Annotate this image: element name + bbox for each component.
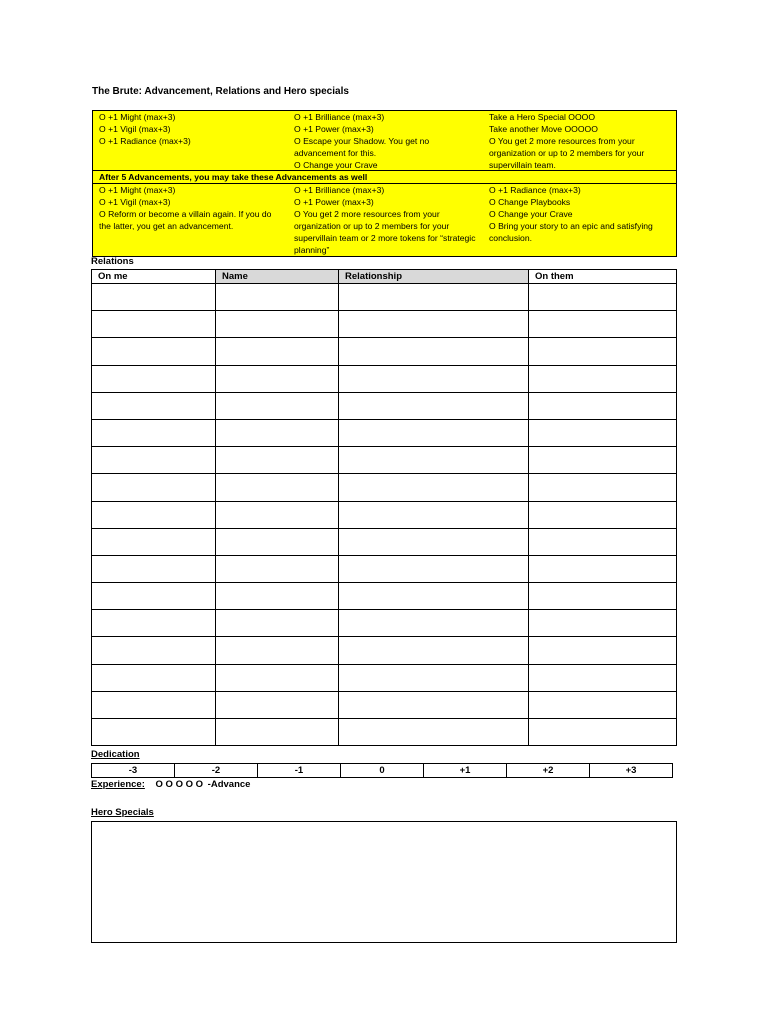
advancement-option[interactable]: O Bring your story to an epic and satisfying conclusion. — [489, 221, 653, 243]
advancement-option[interactable]: O +1 Power (max+3) — [294, 124, 374, 134]
on-them-cell[interactable] — [529, 583, 677, 610]
name-cell[interactable] — [216, 583, 339, 610]
on-me-cell[interactable] — [92, 691, 216, 718]
relations-row — [92, 637, 677, 664]
on-them-cell[interactable] — [529, 555, 677, 582]
advancement-option[interactable]: O Change your Crave — [489, 209, 573, 219]
advancement-col-2 — [288, 184, 483, 256]
advancement-option[interactable]: O +1 Might (max+3) — [99, 185, 176, 195]
relationship-cell[interactable] — [339, 338, 529, 365]
dedication-cell[interactable]: -3 — [92, 764, 175, 778]
on-them-cell[interactable] — [529, 284, 677, 311]
name-cell[interactable] — [216, 284, 339, 311]
advancement-box — [92, 110, 677, 257]
relations-row — [92, 691, 677, 718]
name-cell[interactable] — [216, 365, 339, 392]
on-them-cell[interactable] — [529, 501, 677, 528]
on-them-cell[interactable] — [529, 637, 677, 664]
relations-label: Relations — [91, 256, 134, 267]
relations-row — [92, 664, 677, 691]
advancement-option[interactable]: O +1 Power (max+3) — [294, 197, 374, 207]
name-cell[interactable] — [216, 555, 339, 582]
advancement-option[interactable]: Take another Move OOOOO — [489, 124, 598, 134]
advancement-option[interactable]: O +1 Radiance (max+3) — [489, 185, 581, 195]
relations-table — [91, 269, 677, 746]
advancement-option[interactable]: O You get 2 more resources from your organization or up to 2 members for your supervillain team or 2 more tokens for “strategic planning” — [294, 209, 476, 255]
advancement-option[interactable]: O +1 Might (max+3) — [99, 112, 176, 122]
dedication-cell[interactable]: +3 — [590, 764, 673, 778]
relations-body — [92, 284, 677, 746]
experience-label: Experience: — [91, 779, 145, 790]
on-me-cell[interactable] — [92, 419, 216, 446]
name-cell[interactable] — [216, 419, 339, 446]
relationship-cell[interactable] — [339, 528, 529, 555]
advancement-col-3 — [483, 184, 676, 256]
on-them-cell[interactable] — [529, 528, 677, 555]
relations-row — [92, 365, 677, 392]
dedication-track — [91, 763, 673, 778]
advancement-option[interactable]: O +1 Radiance (max+3) — [99, 136, 191, 146]
name-cell[interactable] — [216, 338, 339, 365]
relationship-cell[interactable] — [339, 583, 529, 610]
header-name: Name — [216, 270, 339, 284]
advancement-col-2 — [288, 111, 483, 170]
on-me-cell[interactable] — [92, 284, 216, 311]
name-cell[interactable] — [216, 311, 339, 338]
dedication-row — [92, 764, 673, 778]
on-me-cell[interactable] — [92, 610, 216, 637]
relationship-cell[interactable] — [339, 365, 529, 392]
on-me-cell[interactable] — [92, 555, 216, 582]
relationship-cell[interactable] — [339, 719, 529, 746]
dedication-cell[interactable]: -1 — [258, 764, 341, 778]
name-cell[interactable] — [216, 610, 339, 637]
on-them-cell[interactable] — [529, 338, 677, 365]
relations-row — [92, 447, 677, 474]
relations-row — [92, 474, 677, 501]
relations-row — [92, 719, 677, 746]
relationship-cell[interactable] — [339, 637, 529, 664]
dedication-cell[interactable]: +2 — [507, 764, 590, 778]
on-me-cell[interactable] — [92, 338, 216, 365]
name-cell[interactable] — [216, 637, 339, 664]
name-cell[interactable] — [216, 392, 339, 419]
on-me-cell[interactable] — [92, 664, 216, 691]
on-me-cell[interactable] — [92, 583, 216, 610]
relations-header-row — [92, 270, 677, 284]
dedication-label: Dedication — [91, 749, 140, 760]
advancement-option[interactable]: O Change Playbooks — [489, 197, 571, 207]
on-them-cell[interactable] — [529, 365, 677, 392]
relationship-cell[interactable] — [339, 311, 529, 338]
relations-row — [92, 392, 677, 419]
advancement-option[interactable]: Take a Hero Special OOOO — [489, 112, 596, 122]
header-on-them: On them — [529, 270, 677, 284]
relations-row — [92, 311, 677, 338]
name-cell[interactable] — [216, 474, 339, 501]
on-them-cell[interactable] — [529, 447, 677, 474]
relationship-cell[interactable] — [339, 664, 529, 691]
relations-row — [92, 338, 677, 365]
relationship-cell[interactable] — [339, 392, 529, 419]
on-them-cell[interactable] — [529, 474, 677, 501]
relations-row — [92, 284, 677, 311]
name-cell[interactable] — [216, 447, 339, 474]
relationship-cell[interactable] — [339, 501, 529, 528]
relations-row — [92, 528, 677, 555]
relations-row — [92, 501, 677, 528]
on-them-cell[interactable] — [529, 610, 677, 637]
on-them-cell[interactable] — [529, 419, 677, 446]
advancement-col-1 — [93, 184, 288, 256]
on-them-cell[interactable] — [529, 664, 677, 691]
dedication-cell[interactable]: -2 — [175, 764, 258, 778]
hero-specials-label: Hero Specials — [91, 807, 154, 818]
on-me-cell[interactable] — [92, 637, 216, 664]
relationship-cell[interactable] — [339, 284, 529, 311]
advancement-option[interactable]: O Escape your Shadow. You get no advancement for this. — [294, 136, 430, 158]
header-relationship: Relationship — [339, 270, 529, 284]
experience-marks[interactable]: O O O O O — [155, 779, 204, 790]
name-cell[interactable] — [216, 719, 339, 746]
relationship-cell[interactable] — [339, 691, 529, 718]
advanced-advancements-heading: After 5 Advancements, you may take these Advancements as well — [93, 170, 676, 184]
name-cell[interactable] — [216, 664, 339, 691]
hero-specials-box[interactable] — [91, 821, 677, 943]
on-me-cell[interactable] — [92, 311, 216, 338]
advancement-option[interactable]: O +1 Vigil (max+3) — [99, 124, 171, 134]
advancement-option[interactable]: O Change your Crave — [294, 160, 378, 170]
on-them-cell[interactable] — [529, 392, 677, 419]
advancement-col-1 — [93, 111, 288, 170]
relations-row — [92, 555, 677, 582]
relationship-cell[interactable] — [339, 610, 529, 637]
name-cell[interactable] — [216, 501, 339, 528]
on-them-cell[interactable] — [529, 691, 677, 718]
advancement-col-3 — [483, 111, 676, 170]
relations-row — [92, 419, 677, 446]
relationship-cell[interactable] — [339, 447, 529, 474]
relations-row — [92, 610, 677, 637]
relationship-cell[interactable] — [339, 474, 529, 501]
on-me-cell[interactable] — [92, 501, 216, 528]
advancement-option[interactable]: O +1 Brilliance (max+3) — [294, 112, 385, 122]
advancement-option[interactable]: O Reform or become a villain again. If you do the latter, you get an advancement. — [99, 209, 272, 231]
dedication-cell[interactable]: +1 — [424, 764, 507, 778]
on-me-cell[interactable] — [92, 719, 216, 746]
relationship-cell[interactable] — [339, 555, 529, 582]
header-on-me: On me — [92, 270, 216, 284]
name-cell[interactable] — [216, 528, 339, 555]
on-me-cell[interactable] — [92, 447, 216, 474]
on-me-cell[interactable] — [92, 474, 216, 501]
on-me-cell[interactable] — [92, 528, 216, 555]
on-them-cell[interactable] — [529, 719, 677, 746]
dedication-cell[interactable]: 0 — [341, 764, 424, 778]
experience-track — [91, 779, 250, 790]
on-them-cell[interactable] — [529, 311, 677, 338]
advancement-basic-row — [93, 111, 676, 170]
on-me-cell[interactable] — [92, 365, 216, 392]
advancement-advanced-row — [93, 184, 676, 256]
page-title: The Brute: Advancement, Relations and Hero specials — [92, 86, 349, 97]
advancement-option[interactable]: O +1 Vigil (max+3) — [99, 197, 171, 207]
advancement-option[interactable]: O You get 2 more resources from your organization or up to 2 members for your supervillain team. — [489, 136, 645, 170]
experience-advance-label: -Advance — [207, 779, 251, 790]
name-cell[interactable] — [216, 691, 339, 718]
relationship-cell[interactable] — [339, 419, 529, 446]
advancement-option[interactable]: O +1 Brilliance (max+3) — [294, 185, 385, 195]
on-me-cell[interactable] — [92, 392, 216, 419]
relations-row — [92, 583, 677, 610]
